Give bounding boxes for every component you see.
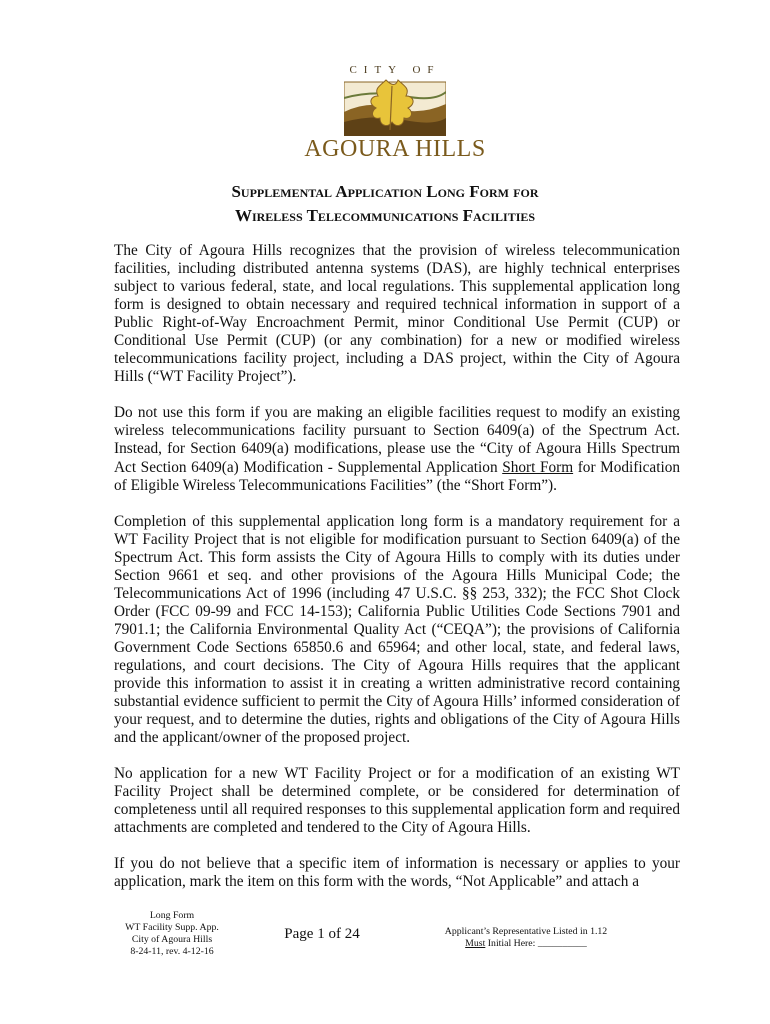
page-number: Page 1 of 24 bbox=[284, 926, 360, 942]
city-logo bbox=[288, 50, 502, 178]
oak-leaf-hills-icon bbox=[344, 78, 446, 136]
document-body bbox=[114, 242, 680, 910]
footer-representative-text: Applicant’s Representative Listed in 1.12 bbox=[444, 926, 608, 937]
footer-form-info bbox=[110, 910, 234, 958]
footer-city: City of Agoura Hills bbox=[131, 934, 213, 945]
paragraph-intro: The City of Agoura Hills recognizes that the provision of wireless telecommunication facilities, including distributed antenna systems (DAS), are highly technical enterprises subject to various federal, state, and local regulations. This supplemental application long form is designed to obtain necessary and required technical information in support of a Public Right-of-Way Encroachment Permit, minor Conditional Use Permit (CUP) or Conditional Use Permit (CUP) (or any combination) for a new or modified wireless telecommunications facility project, including a DAS project, within the City of Agoura Hills (“WT Facility Project”). bbox=[114, 242, 680, 386]
title-line-2: Wireless Telecommunications Facilities bbox=[234, 206, 536, 225]
footer-initial-line bbox=[428, 926, 624, 950]
footer-initial-blank: Initial Here: __________ bbox=[485, 938, 587, 949]
footer-form-type: WT Facility Supp. App. bbox=[125, 922, 219, 933]
logo-city-name: AGOURA HILLS bbox=[304, 136, 486, 162]
footer-revision-date: 8-24-11, rev. 4-12-16 bbox=[130, 946, 214, 957]
paragraph-short-form-notice bbox=[114, 404, 680, 494]
paragraph-not-applicable: If you do not believe that a specific item of information is necessary or applies to your application, mark the item on this form with the words, “Not Applicable” and attach a bbox=[114, 855, 680, 891]
paragraph-2-start: Do not use this form if you are making an eligible facilities request to modify an existing wireless telecommunications facility pursuant to Section 6409(a) of the Spectrum Act. Instead, for Section 6409(a) modifications, please use the “City of Agoura Hills Spectrum Act Section 6409(a) Modification - Supplemental Application bbox=[114, 404, 680, 476]
footer-must-text: Must bbox=[465, 938, 486, 949]
paragraph-completeness: No application for a new WT Facility Project or for a modification of an existing WT Facility Project shall be determined complete, or be considered for determination of completeness until all required responses to this supplemental application form and required attachments are completed and tendered to the City of Agoura Hills. bbox=[114, 765, 680, 837]
document-title bbox=[0, 180, 770, 228]
title-line-1: Supplemental Application Long Form for bbox=[231, 182, 539, 201]
paragraph-mandatory-requirement: Completion of this supplemental application long form is a mandatory requirement for a WT Facility Project that is not eligible for modification pursuant to Section 6409(a) of the Spectrum Act. This form assists the City of Agoura Hills to comply with its duties under Section 9661 et seq. and other provisions of the Agoura Hills Municipal Code; the Telecommunications Act of 1996 (including 47 U.S.C. §§ 253, 332); the FCC Shot Clock Order (FCC 09-99 and FCC 14-153); California Public Utilities Code Sections 7901 and 7901.1; the California Environmental Quality Act (“CEQA”); the provisions of California Government Code Sections 65850.6 and 65964; and other local, state, and federal laws, regulations, and court decisions. The City of Agoura Hills requires that the applicant provide this information to assist it in creating a written administrative record containing substantial evidence sufficient to permit the City of Agoura Hills’ informed consideration of your request, and to determine the duties, rights and obligations of the City of Agoura Hills and the applicant/owner of the proposed project. bbox=[114, 512, 680, 747]
short-form-reference: Short Form bbox=[502, 458, 574, 476]
logo-city-of-text: CITY OF bbox=[349, 64, 441, 76]
footer-form-name: Long Form bbox=[149, 910, 195, 921]
paragraph-2-end: for Modification of Eligible Wireless Telecommunications Facilities” (the “Short Form”). bbox=[114, 458, 681, 494]
footer-initial-here bbox=[428, 938, 624, 950]
